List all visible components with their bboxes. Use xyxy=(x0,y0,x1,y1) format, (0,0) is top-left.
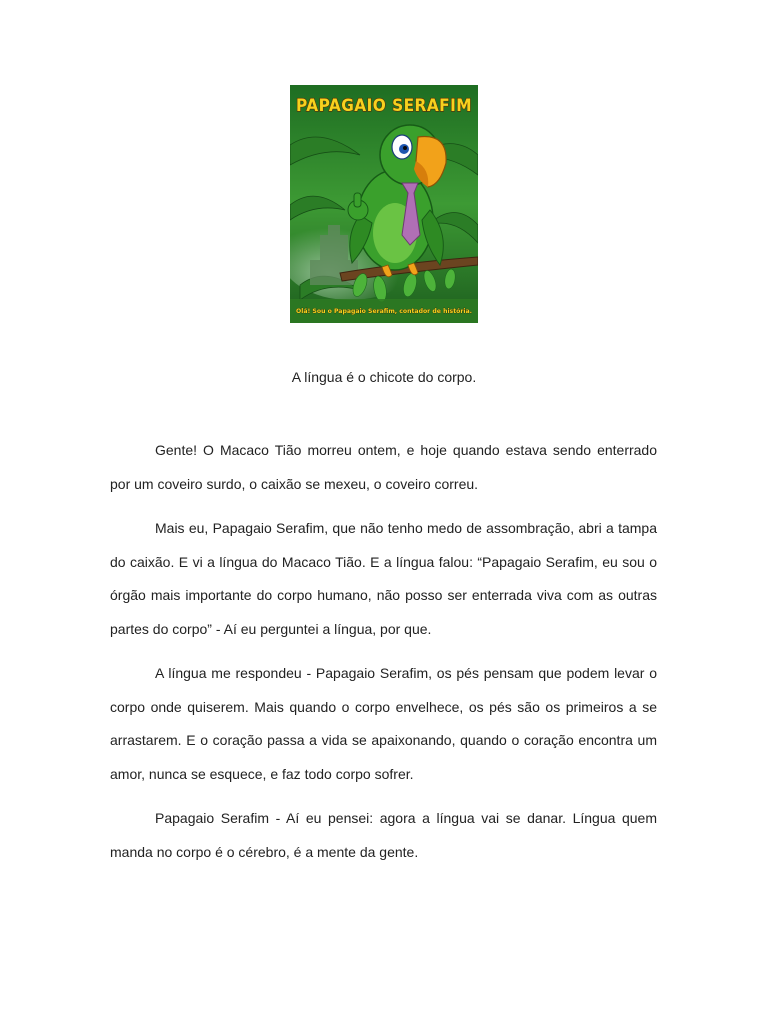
paragraph-4: Papagaio Serafim - Aí eu pensei: agora a língua vai se danar. Língua quem manda no corpo é o cérebro, é a mente da gente. xyxy=(110,810,657,860)
paragraph-2: Mais eu, Papagaio Serafim, que não tenho medo de assombração, abri a tampa do caixão. E vi a língua do Macaco Tião. E a língua falou: “Papagaio Serafim, eu sou o órgão mais importante do corpo humano, não posso ser enterrada viva com as outras partes do corpo” - Aí eu perguntei a língua, por que. xyxy=(110,520,657,637)
cover-caption: Olá! Sou o Papagaio Serafim, contador de história. xyxy=(296,308,474,315)
cover-title: PAPAGAIO SERAFIM xyxy=(296,96,472,116)
paragraph-1: Gente! O Macaco Tião morreu ontem, e hoje quando estava sendo enterrado por um coveiro surdo, o caixão se mexeu, o coveiro correu. xyxy=(110,442,657,492)
cover-illustration xyxy=(290,85,478,323)
paragraph-3: A língua me respondeu - Papagaio Serafim, os pés pensam que podem levar o corpo onde quiserem. Mais quando o corpo envelhece, os pés são os primeiros a se arrastarem. E o coração passa a vida se apaixonando, quando o coração encontra um amor, nunca se esquece, e faz todo corpo sofrer. xyxy=(110,665,657,782)
document-subtitle: A língua é o chicote do corpo. xyxy=(291,369,477,385)
document-body xyxy=(110,434,657,880)
